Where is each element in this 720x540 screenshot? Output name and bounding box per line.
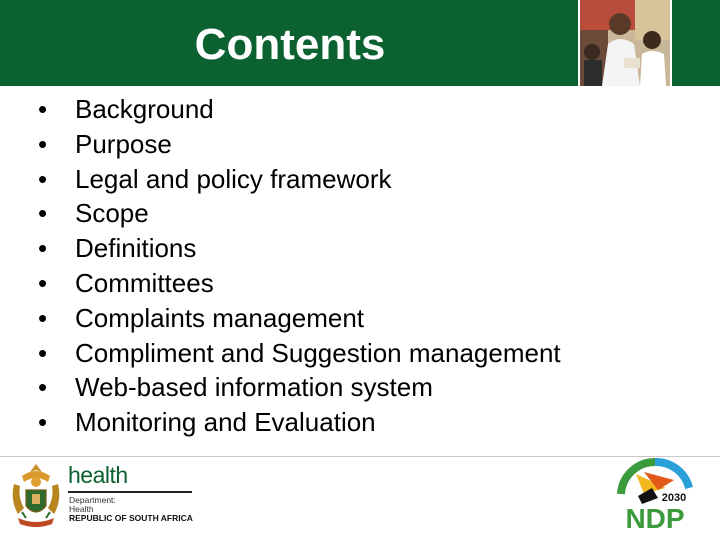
page-title: Contents [194,20,386,69]
department-label: Department: [69,495,116,505]
bullet-icon: • [38,372,48,403]
coat-of-arms-icon [8,460,64,530]
list-item-text: Complaints management [75,302,365,333]
list-item-text: Legal and policy framework [75,163,392,194]
health-logo-text: health [68,462,128,488]
ndp-2030-logo-icon [614,458,696,532]
health-logo-rule [68,491,192,493]
ndp-year-text: 2030 [661,492,687,504]
bullet-icon: • [38,198,48,229]
list-item-text: Committees [75,267,214,298]
list-item-text: Compliment and Suggestion management [75,337,561,368]
bullet-icon: • [38,407,48,438]
list-item-text: Definitions [75,233,197,264]
footer-divider [0,456,720,457]
bullet-icon: • [38,337,48,368]
bullet-icon: • [38,302,48,333]
header-bar [0,0,720,86]
bullet-icon: • [38,163,48,194]
list-item-text: Scope [75,198,149,229]
list-item-text: Purpose [75,128,172,159]
list-item-text: Background [75,94,214,124]
country-name: REPUBLIC OF SOUTH AFRICA [69,513,193,523]
list-item-text: Monitoring and Evaluation [75,407,376,438]
header-photo [578,0,672,86]
nurse-children-photo-icon [580,0,670,86]
list-item-text: Web-based information system [75,372,433,403]
department-name: Health [69,504,94,514]
ndp-text: NDP [625,503,685,532]
bullet-icon: • [38,128,48,159]
bullet-icon: • [38,267,48,298]
bullet-icon: • [38,233,48,264]
bullet-icon: • [38,94,48,124]
